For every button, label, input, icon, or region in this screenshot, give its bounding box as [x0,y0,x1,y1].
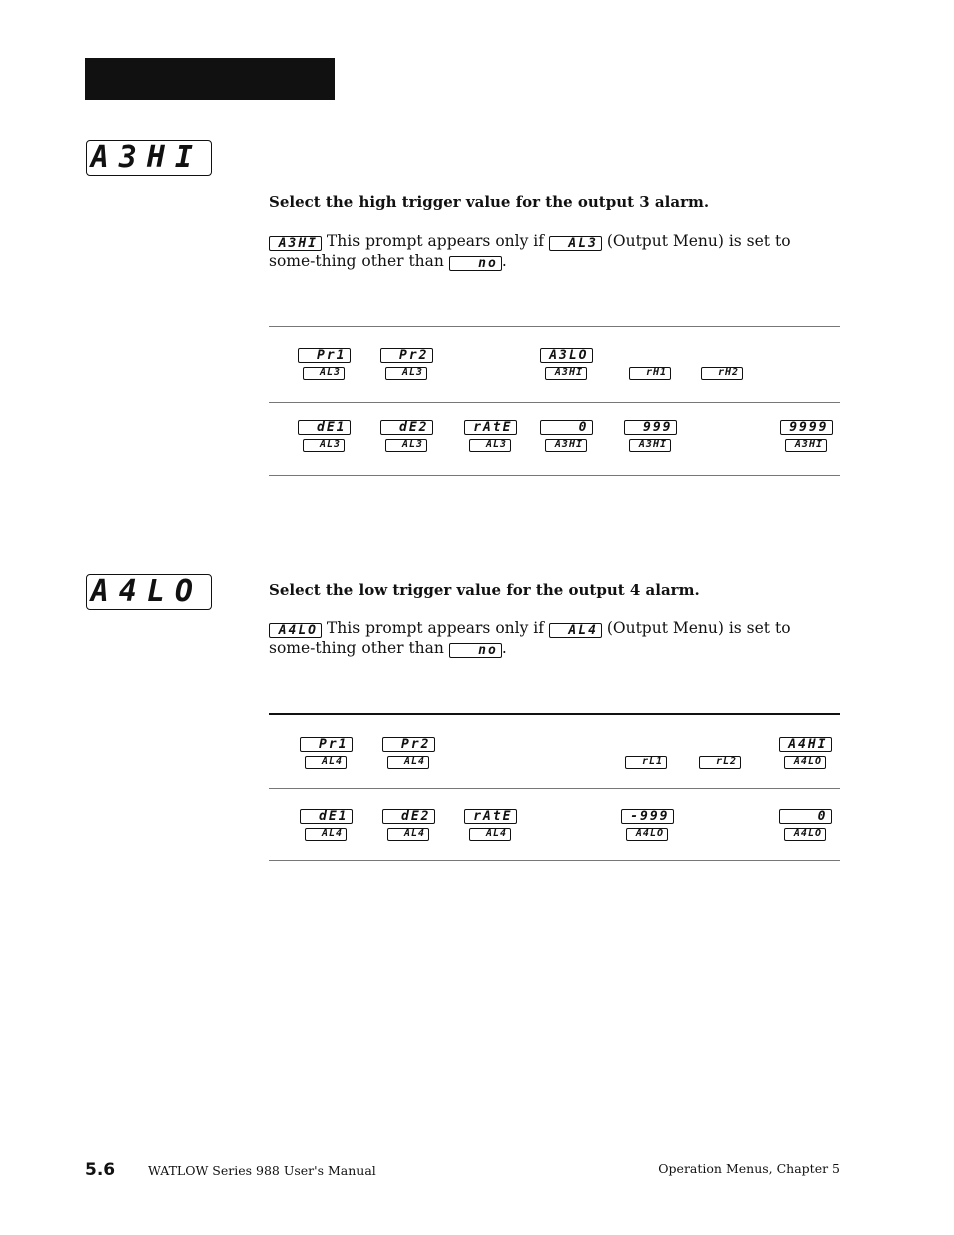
table-cell [294,420,354,452]
para-text: This prompt appears only if [322,619,549,637]
display-top: Pr1 [298,348,351,363]
table-rule [269,713,840,715]
table-cell [294,348,354,380]
display-bottom: AL3 [385,367,427,380]
display-top: Pr1 [300,737,353,752]
display-bottom: rH2 [701,367,743,380]
inline-display-value: no [449,256,502,271]
display-top: dE1 [298,420,351,435]
para-text: (Output Menu) is set to some-thing other than [269,232,791,270]
inline-display-ref: AL4 [549,623,602,638]
table-cell [376,348,436,380]
table-cell [376,420,436,452]
display-top: rAtE [464,420,517,435]
inline-display-value: no [449,643,502,658]
inline-display-prompt: A3HI [269,236,322,251]
display-top: 9999 [780,420,833,435]
display-top: Pr2 [382,737,435,752]
table-rule [269,788,840,789]
display-bottom: A3HI [545,367,587,380]
section2-heading: Select the low trigger value for the output 4 alarm. [269,581,700,599]
prompt-display-a4lo: A4LO [86,574,212,610]
para-text: This prompt appears only if [322,232,549,250]
table-cell [775,809,835,841]
display-top: dE2 [380,420,433,435]
table-cell [776,420,836,452]
table-cell [378,737,438,769]
chapter-title: Operation Menus, Chapter 5 [658,1161,840,1176]
display-top: Pr2 [380,348,433,363]
para-text: . [501,252,507,270]
display-top: A3LO [540,348,593,363]
display-bottom: AL4 [469,828,511,841]
header-bar [85,58,335,100]
table-cell [536,348,596,380]
table-cell [620,420,680,452]
table-rule [269,402,840,403]
display-top: A4HI [779,737,832,752]
display-bottom: AL3 [303,367,345,380]
display-bottom: A3HI [629,439,671,452]
table-rule [269,860,840,861]
table-cell [617,809,677,841]
inline-display-prompt: A4LO [269,623,322,638]
para-text: (Output Menu) is set to some-thing other than [269,619,791,657]
display-bottom: AL4 [387,828,429,841]
display-bottom: AL3 [303,439,345,452]
prompt-display-a3hi: A3HI [86,140,212,176]
table-cell [690,756,750,769]
table-cell [536,420,596,452]
display-bottom: A3HI [785,439,827,452]
table-cell [620,367,680,380]
table-cell [378,809,438,841]
table-cell [460,420,520,452]
manual-title: WATLOW Series 988 User's Manual [148,1163,376,1178]
table-rule [269,475,840,476]
table-cell [692,367,752,380]
display-top: 0 [779,809,832,824]
display-top: 999 [624,420,677,435]
display-bottom: rL2 [699,756,741,769]
section1-paragraph [269,231,839,271]
display-bottom: AL4 [305,828,347,841]
table-cell [296,809,356,841]
inline-display-ref: AL3 [549,236,602,251]
display-top: rAtE [464,809,517,824]
table-cell [296,737,356,769]
table-cell [616,756,676,769]
display-top: 0 [540,420,593,435]
display-bottom: AL4 [305,756,347,769]
display-bottom: rH1 [629,367,671,380]
display-bottom: AL3 [385,439,427,452]
display-bottom: AL3 [469,439,511,452]
display-bottom: rL1 [625,756,667,769]
table-rule [269,326,840,327]
display-bottom: A3HI [545,439,587,452]
table-cell [775,737,835,769]
page-number: 5.6 [85,1160,116,1180]
table-cell [460,809,520,841]
section1-heading: Select the high trigger value for the output 3 alarm. [269,193,710,211]
display-top: -999 [621,809,674,824]
section2-paragraph [269,618,839,658]
para-text: . [501,639,507,657]
display-bottom: AL4 [387,756,429,769]
display-bottom: A4LO [784,756,826,769]
display-top: dE2 [382,809,435,824]
display-bottom: A4LO [784,828,826,841]
display-top: dE1 [300,809,353,824]
display-bottom: A4LO [626,828,668,841]
